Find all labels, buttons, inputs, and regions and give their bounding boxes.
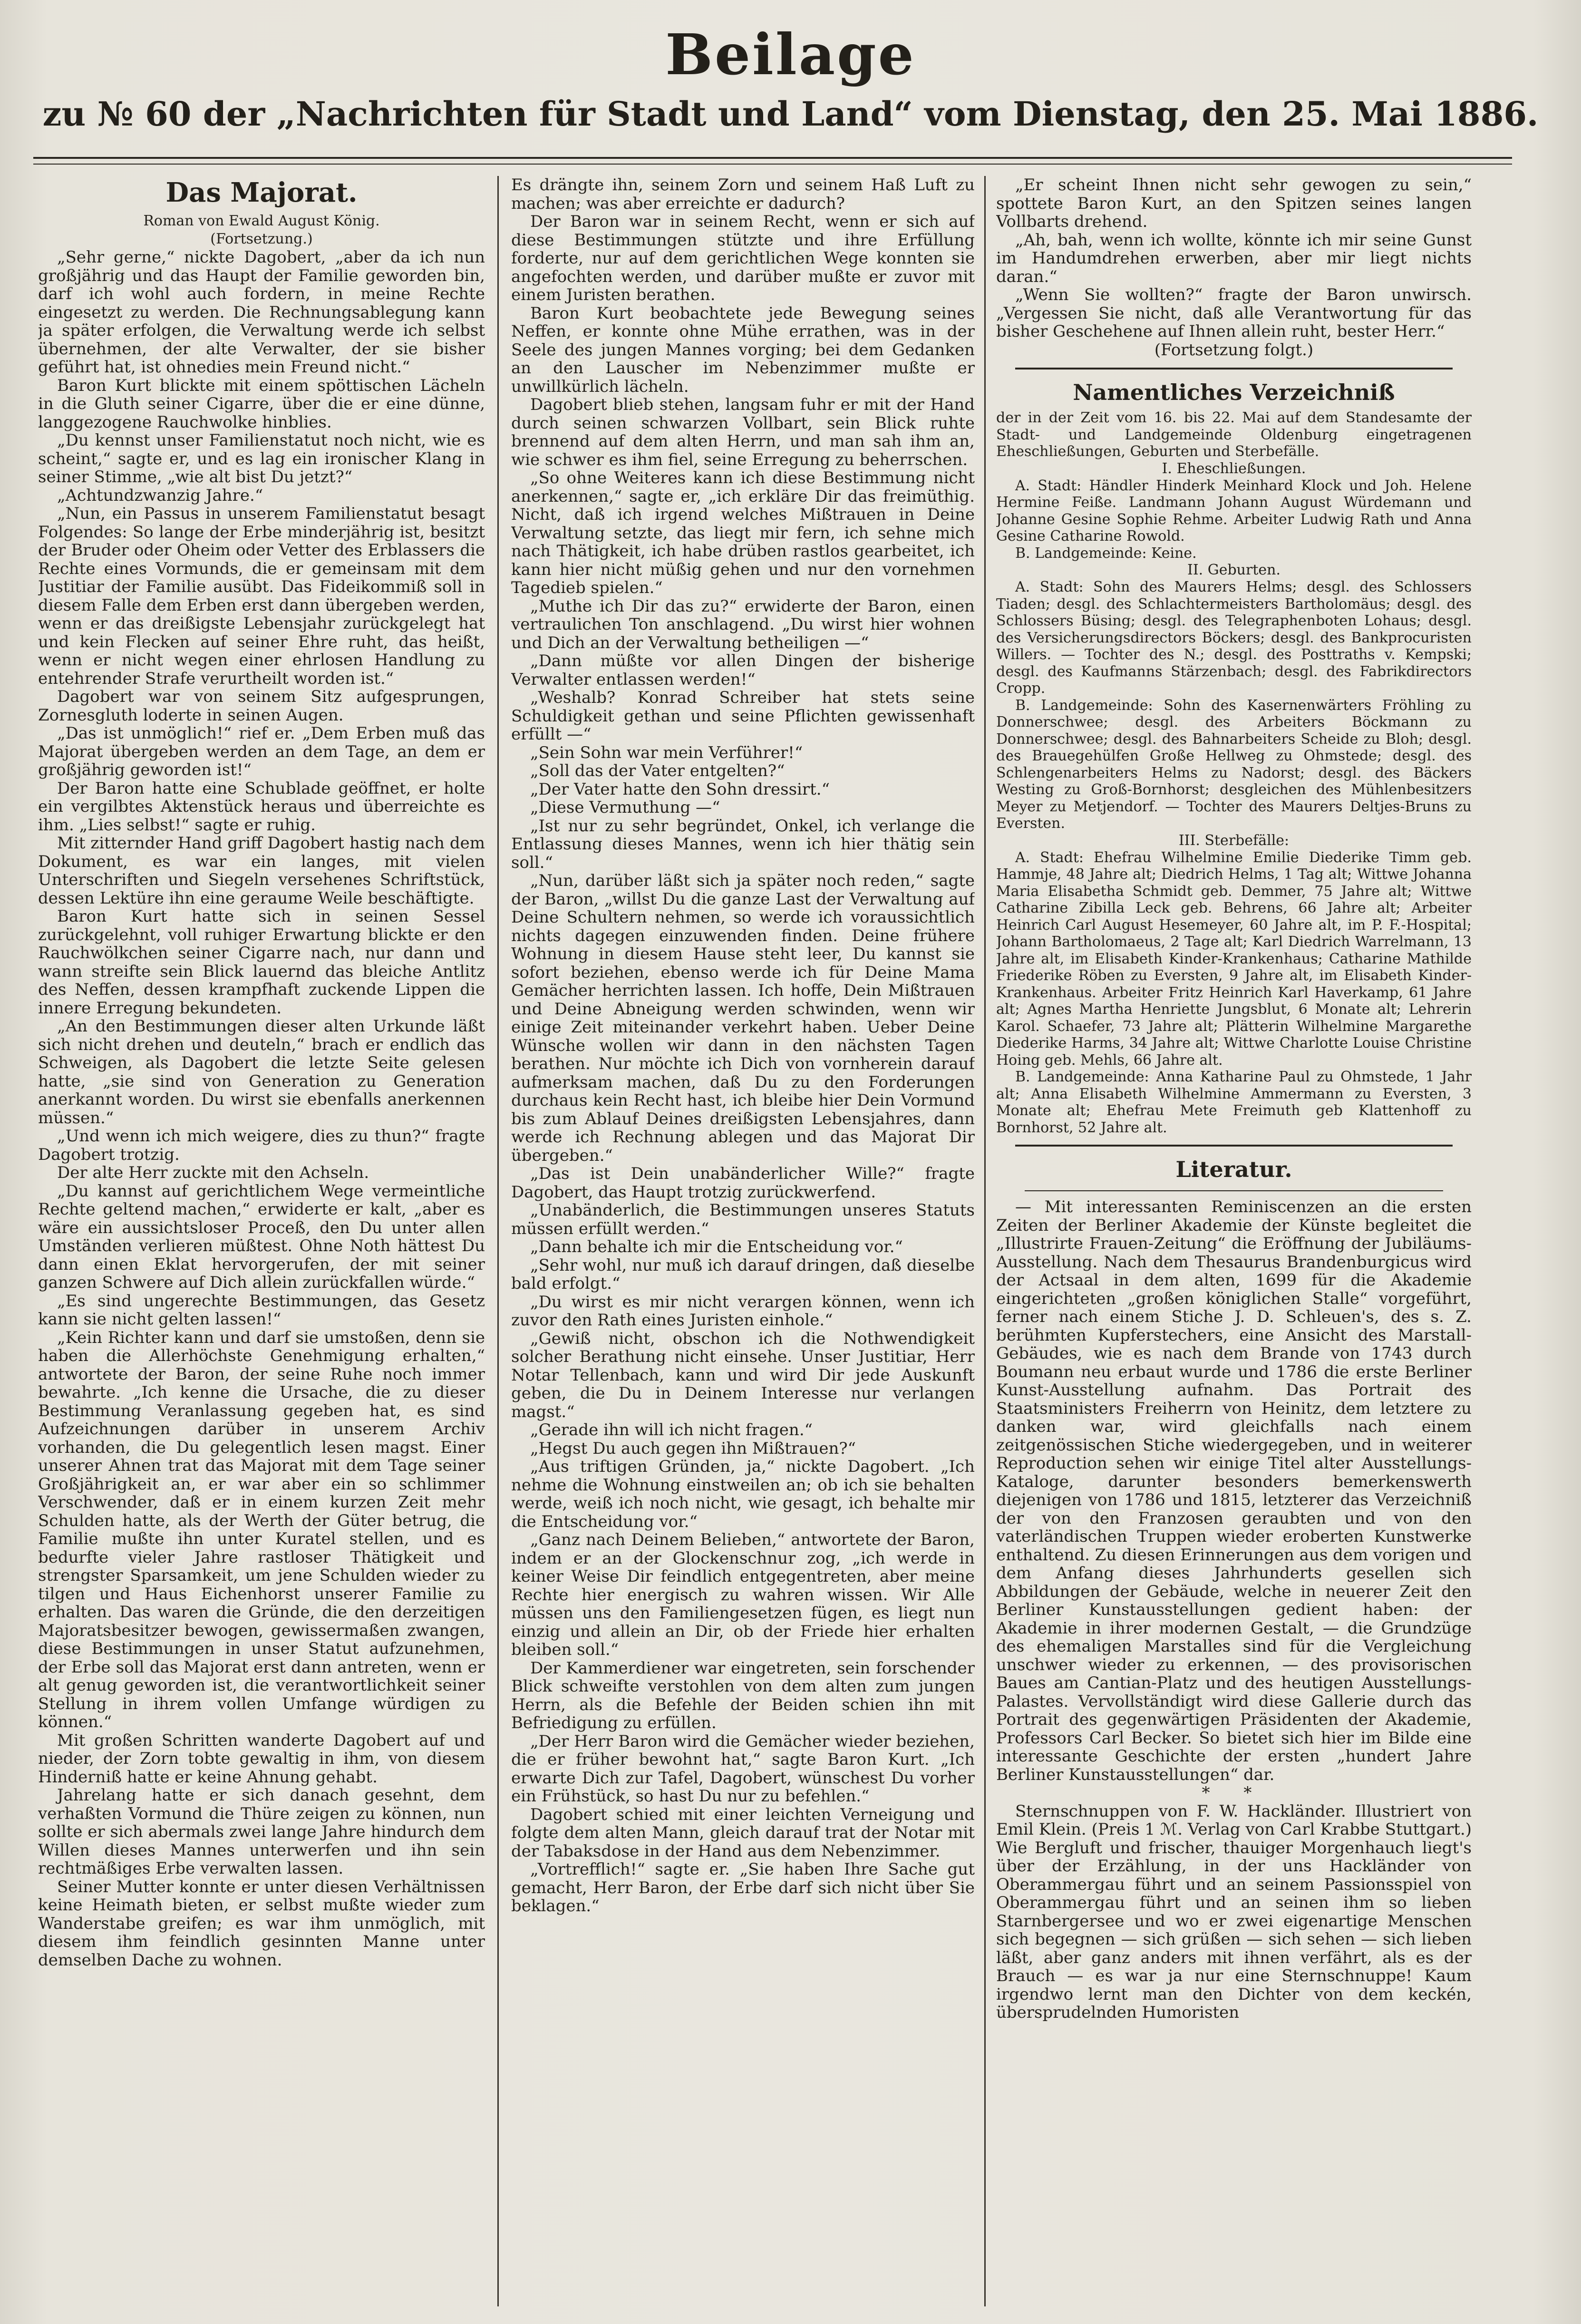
paragraph: Der alte Herr zuckte mit den Achseln.: [57, 1163, 369, 1182]
section-rule: [1015, 1145, 1453, 1147]
paragraph: Dagobert war von seinem Sitz aufgesprungen, Zornesgluth loderte in seinen Augen.: [38, 687, 485, 725]
novel-byline: Roman von Ewald August König.: [143, 213, 380, 229]
register-entry: A. Stadt: Sohn des Maurers Helms; desgl. des Schlossers Tiaden; desgl. des Schlachtermeisters Bartholomäus; desgl. des Schlossers Büsing; desgl. des Telegraphenboten Lohaus; desgl. des Versicherungsdirectors Böckers; desgl. des Bankprocuristen Willers. — Tochter des N.; desgl. des Posttraths v. Kempski; desgl. des Kaufmanns Stärzenbach; desgl. des Fabrikdirectors Cropp.: [996, 579, 1472, 697]
novel-continuation: (Fortsetzung.): [210, 231, 313, 247]
literature-paragraph: Sternschnuppen von F. W. Hackländer. Illustriert von Emil Klein. (Preis 1 ℳ. Verlag von Carl Krabbe Stuttgart.) Wie Bergluft und frischer, thauiger Morgenhauch liegt's über der Erzählung, in der uns Hackländer von Oberammergau führt und an seinem Passionsspiel von Oberammergau führt und an seinen ihm so lieben Starnbergersee und wo er zwei eigenartige Menschen sich begegnen — sich grüßen — sich sehen — sich lieben läßt, aber ganz anders mit ihnen verfährt, als es der Brauch — es war ja nur eine Sternschnuppe! Kaum irgendwo lernt man den Dichter von dem keckén, übersprudelnden Humoristen: [996, 1801, 1472, 2022]
separator-stars: * *: [1202, 1783, 1266, 1802]
paragraph: „Dann behalte ich mir die Entscheidung vor.“: [530, 1237, 903, 1256]
paragraph: „Nun, ein Passus in unserem Familienstatut besagt Folgendes: So lange der Erbe minderjährig ist, besitzt der Bruder oder Oheim oder Vetter des Erblassers die Rechte eines Vormunds, die er gemeinsam mit dem Justitiar der Familie ausübt. Das Fideikommiß soll in diesem Falle dem Erben erst dann übergeben werden, wenn er das dreißigste Lebensjahr zurückgelegt hat und kein Flecken auf seiner Ehre ruht, das heißt, wenn er nicht wegen einer ehrlosen Handlung zu entehrender Strafe verurtheilt worden ist.“: [38, 504, 485, 688]
paragraph: „Ah, bah, wenn ich wollte, könnte ich mir seine Gunst im Handumdrehen erwerben, aber mir liegt nichts daran.“: [996, 230, 1472, 286]
paragraph: „Diese Vermuthung —“: [530, 798, 720, 817]
supplement-subtitle: zu № 60 der „Nachrichten für Stadt und Land“ vom Dienstag, den 25. Mai 1886.: [42, 94, 1539, 134]
register-entry: B. Landgemeinde: Keine.: [1015, 545, 1197, 562]
paragraph: Baron Kurt blickte mit einem spöttischen Lächeln in die Gluth seiner Cigarre, über die er eine dünne, langgezogene Rauchwolke hinblies.: [38, 376, 485, 432]
paragraph: „Wenn Sie wollten?“ fragte der Baron unwirsch. „Vergessen Sie nicht, daß alle Verantwortung für das bisher Geschehene auf Ihnen allein ruht, bester Herr.“: [996, 285, 1472, 341]
paragraph: Dagobert schied mit einer leichten Verneigung und folgte dem alten Mann, gleich darauf trat der Notar mit der Tabaksdose in der Hand aus dem Nebenzimmer.: [511, 1805, 975, 1861]
paragraph: „Du wirst es mir nicht verargen können, wenn ich zuvor den Rath eines Juristen einhole.“: [511, 1292, 975, 1330]
paragraph: „Das ist Dein unabänderlicher Wille?“ fragte Dagobert, das Haupt trotzig zurückwerfend.: [511, 1164, 975, 1202]
paragraph: Baron Kurt hatte sich in seinen Sessel zurückgelehnt, voll ruhiger Erwartung blickte er den Rauchwölkchen seiner Cigarre nach, nur dann und wann streifte sein Blick lauernd das bleiche Antlitz des Neffen, dessen krampfhaft zuckende Lippen die innere Erregung bekundeten.: [38, 907, 485, 1018]
register-entry: A. Stadt: Ehefrau Wilhelmine Emilie Diederike Timm geb. Hammje, 48 Jahre alt; Diedrich Helms, 1 Tag alt; Wittwe Johanna Maria Elisabetha Schmidt geb. Demmer, 75 Jahre alt; Wittwe Catharine Zibilla Leck geb. Behrens, 66 Jahre alt; Arbeiter Heinrich Carl August Hesemeyer, 60 Jahre alt, im P. F.-Hospital; Johann Bartholomaeus, 2 Tage alt; Karl Diedrich Warrelmann, 13 Jahre alt, im Elisabeth Kinder-Krankenhaus; Catharine Mathilde Friederike Röben zu Eversten, 9 Jahre alt, im Elisabeth Kinder-Krankenhaus. Arbeiter Fritz Heinrich Karl Haverkamp, 61 Jahre alt; Agnes Martha Henriette Jungsblut, 6 Monate alt; Lehrerin Karol. Schaefer, 73 Jahre alt; Plätterin Wilhelmine Margarethe Diederike Harms, 34 Jahre alt; Wittwe Charlotte Louise Christine Hoing geb. Mehls, 66 Jahre alt.: [996, 849, 1472, 1069]
paragraph: „Soll das der Vater entgelten?“: [530, 761, 785, 780]
column-3: [996, 176, 1472, 2306]
register-section-title: II. Geburten.: [1187, 562, 1281, 578]
paragraph: „So ohne Weiteres kann ich diese Bestimmung nicht anerkennen,“ sagte er, „ich erkläre Dir das freimüthig. Nicht, daß ich irgend welches Mißtrauen in Deine Verwaltung setzte, das liegt mir fern, ich sehne mich nach Thätigkeit, ich habe drüben rastlos gearbeitet, ich kann hier nicht müßig gehen und nur den vornehmen Tagedieb spielen.“: [511, 468, 975, 597]
paragraph: „An den Bestimmungen dieser alten Urkunde läßt sich nicht drehen und deuteln,“ brach er endlich das Schweigen, als Dagobert die letzte Seite gelesen hatte, „sie sind von Generation zu Generation anerkannt worden. Du wirst sie ebenfalls anerkennen müssen.“: [38, 1017, 485, 1128]
register-intro: der in der Zeit vom 16. bis 22. Mai auf dem Standesamte der Stadt- und Landgemeinde Oldenburg eingetragenen Eheschließungen, Geburten und Sterbefälle.: [996, 409, 1472, 460]
paragraph: „Weshalb? Konrad Schreiber hat stets seine Schuldigkeit gethan und seine Pflichten gewissenhaft erfüllt —“: [511, 688, 975, 744]
paragraph: „Ist nur zu sehr begründet, Onkel, ich verlange die Entlassung dieses Mannes, wenn ich hier thätig sein soll.“: [511, 816, 975, 872]
paragraph: „Der Vater hatte den Sohn dressirt.“: [530, 779, 830, 799]
literature-heading: Literatur.: [1175, 1157, 1292, 1182]
paragraph: „Er scheint Ihnen nicht sehr gewogen zu sein,“ spottete Baron Kurt, an den Spitzen seines langen Vollbarts drehend.: [996, 176, 1472, 231]
paragraph: „Du kannst auf gerichtlichem Wege vermeintliche Rechte geltend machen,“ erwiderte er kalt, „aber es wäre ein aussichtsloser Proceß, den Du unter allen Umständen verlieren müßtest. Ohne Noth hättest Du dann einen Eklat hervorgerufen, der mit seiner ganzen Schwere auf Dich allein zurückfallen würde.“: [38, 1181, 485, 1292]
paragraph: Der Baron hatte eine Schublade geöffnet, er holte ein vergilbtes Aktenstück heraus und überreichte es ihm. „Lies selbst!“ sagte er ruhig.: [38, 778, 485, 835]
paragraph: „Der Herr Baron wird die Gemächer wieder beziehen, die er früher bewohnt hat,“ sagte Baron Kurt. „Ich erwarte Dich zur Tafel, Dagobert, wünschest Du vorher ein Frühstück, so hast Du nur zu befehlen.“: [511, 1731, 975, 1806]
register-heading: Namentliches Verzeichniß: [1073, 379, 1395, 405]
masthead-rule: [33, 157, 1512, 165]
paragraph: „Kein Richter kann und darf sie umstoßen, denn sie haben die Allerhöchste Genehmigung erhalten,“ antwortete der Baron, der seine Ruhe noch immer bewahrte. „Ich kenne die Ursache, die zu dieser Bestimmung Veranlassung gegeben hat, es sind Aufzeichnungen darüber in unserem Archiv vorhanden, die Du gelegentlich lesen magst. Einer unserer Ahnen trat das Majorat mit dem Tage seiner Großjährigkeit an, er war aber ein so schlimmer Verschwender, daß er in einem kurzen Zeit mehr Schulden hatte, als der Werth der Güter betrug, die Familie mußte ihn unter Kuratel stellen, und es bedurfte vieler Jahre rastloser Thätigkeit und strengster Sparsamkeit, um jene Schulden wieder zu tilgen und Haus Eichenhorst unserer Familie zu erhalten. Das waren die Gründe, die den derzeitigen Majoratsbesitzer bewogen, gewissermaßen zwangen, diese Bestimmungen in unser Statut aufzunehmen, der Erbe soll das Majorat erst dann antreten, wenn er alt genug geworden ist, die verantwortlichkeit seiner Stellung in ihrem vollen Umfange würdigen zu können.“: [38, 1328, 485, 1731]
paragraph: Seiner Mutter konnte er unter diesen Verhältnissen keine Heimath bieten, er selbst mußte wieder zum Wanderstabe greifen; es war ihm unmöglich, mit diesem ihm feindlich gesinnten Manne unter demselben Dache zu wohnen.: [38, 1877, 485, 1970]
literature-paragraph: — Mit interessanten Reminiscenzen an die ersten Zeiten der Berliner Akademie der Künste begleitet die „Illustrirte Frauen-Zeitung“ die Eröffnung der Jubiläums-Ausstellung. Nach dem Thesaurus Brandenburgicus wird der Actsaal in dem alten, 1699 für die Akademie eingerichteten „großen königlichen Stalle“ vorgeführt, ferner nach einem Stiche J. D. Schleuen's, des s. Z. berühmten Kupferstechers, eine Ansicht des Marstall-Gebäudes, wie es nach dem Brande von 1743 durch Boumann neu erbaut wurde und 1786 die erste Berliner Kunst-Ausstellung aufnahm. Das Portrait des Staatsministers Freiherrn von Heinitz, dem letztere zu danken war, wird gleichfalls nach einem zeitgenössischen Stiche wiedergegeben, und in weiterer Reproduction sehen wir einige Titel alter Ausstellungs-Kataloge, darunter besonders bemerkenswerth diejenigen von 1786 und 1815, letzterer das Verzeichniß der von den Franzosen geraubten und von den vaterländischen Truppen wieder eroberten Kunstwerke enthaltend. Zu diesen Erinnerungen aus dem vorigen und dem Anfang dieses Jahrhunderts gesellen sich Abbildungen der Gebäude, welche in neuerer Zeit den Berliner Kunstausstellungen gedient haben: der Akademie in ihrer modernen Gestalt, — die Grundzüge des ehemaligen Marstalles sind für die Vergleichung unschwer wieder zu erkennen, — des provisorischen Baues am Cantian-Platz und des heutigen Ausstellungs-Palastes. Vervollständigt wird diese Gallerie durch das Portrait des gegenwärtigen Präsidenten der Akademie, Professors Carl Becker. So bietet sich hier im Bilde eine interessante Geschichte der ersten „hundert Jahre Berliner Kunstausstellungen“ dar.: [996, 1197, 1472, 1784]
paragraph: „Sehr gerne,“ nickte Dagobert, „aber da ich nun großjährig und das Haupt der Familie geworden bin, darf ich wohl auch fordern, in meine Rechte eingesetzt zu werden. Die Rechnungsablegung kann ja später erfolgen, die Verwaltung werde ich selbst übernehmen, der alte Verwalter, der sie bisher geführt hat, ist ohnedies mein Freund nicht.“: [38, 248, 485, 377]
novel-to-be-continued: (Fortsetzung folgt.): [1154, 340, 1314, 360]
register-entry: B. Landgemeinde: Anna Katharine Paul zu Ohmstede, 1 Jahr alt; Anna Elisabeth Wilhelmine Ammermann zu Eversten, 3 Monate alt; Ehefrau Mete Freimuth geb Klattenhoff zu Bornhorst, 52 Jahre alt.: [996, 1069, 1472, 1136]
paragraph: „Vortrefflich!“ sagte er. „Sie haben Ihre Sache gut gemacht, Herr Baron, der Erbe darf sich nicht über Sie beklagen.“: [511, 1860, 975, 1916]
paragraph: „Unabänderlich, die Bestimmungen unseres Statuts müssen erfüllt werden.“: [511, 1201, 975, 1238]
paragraph: Jahrelang hatte er sich danach gesehnt, dem verhaßten Vormund die Thüre zeigen zu können, nun sollte er sich abermals zwei lange Jahre hindurch dem Willen dieses Mannes unterwerfen und ihn sein rechtmäßiges Erbe verwalten lassen.: [38, 1786, 485, 1878]
register-entry: B. Landgemeinde: Sohn des Kasernenwärters Fröhling zu Donnerschwee; desgl. des Arbeiters Böckmann zu Donnerschwee; desgl. des Bahnarbeiters Scheide zu Bloh; desgl. des Brauegehülfen Große Hellweg zu Ohmstede; desgl. des Schlengenarbeiters Helms zu Nadorst; desgl. des Bäckers Westing zu Groß-Bornhorst; desgleichen des Mühlenbesitzers Meyer zu Metjendorf. — Tochter des Maurers Deltjes-Bruns zu Eversten.: [996, 697, 1472, 832]
paragraph: „Hegst Du auch gegen ihn Mißtrauen?“: [530, 1439, 856, 1458]
paragraph: Mit zitternder Hand griff Dagobert hastig nach dem Dokument, es war ein langes, mit vielen Unterschriften und Siegeln versehenes Schriftstück, dessen Lektüre ihn eine geraume Weile beschäftigte.: [38, 834, 485, 908]
paragraph: „Achtundzwanzig Jahre.“: [57, 486, 263, 505]
paragraph: „Sehr wohl, nur muß ich darauf dringen, daß dieselbe bald erfolgt.“: [511, 1255, 975, 1293]
novel-heading: Das Majorat.: [165, 177, 358, 208]
paragraph: Dagobert blieb stehen, langsam fuhr er mit der Hand durch seinen schwarzen Vollbart, sein Blick ruhte brennend auf dem alten Herrn, und man sah ihm an, wie schwer es ihm fiel, seine Erregung zu beherrschen.: [511, 395, 975, 469]
paragraph: „Das ist unmöglich!“ rief er. „Dem Erben muß das Majorat übergeben werden an dem Tage, an dem er großjährig geworden ist!“: [38, 724, 485, 779]
paragraph: Der Baron war in seinem Recht, wenn er sich auf diese Bestimmungen stützte und ihre Erfüllung forderte, nur auf dem gerichtlichen Wege konnten sie angefochten werden, und darüber mußte er zuvor mit einem Juristen berathen.: [511, 212, 975, 304]
paragraph: „Nun, darüber läßt sich ja später noch reden,“ sagte der Baron, „willst Du die ganze Last der Verwaltung auf Deine Schultern nehmen, so werde ich voraussichtlich nichts dagegen einzuwenden finden. Deine frühere Wohnung in diesem Hause steht leer, Du kannst sie sofort beziehen, ebenso werde ich für Deine Mama Gemächer herrichten lassen. Ich hoffe, Dein Mißtrauen und Deine Abneigung werden schwinden, wenn wir einige Zeit miteinander verkehrt haben. Ueber Deine Wünsche wollen wir dann in den nächsten Tagen berathen. Nur möchte ich Dich von vornherein darauf aufmerksam machen, daß Du zu den Forderungen durchaus kein Recht hast, ich bleibe hier Dein Vormund bis zum Ablauf Deines dreißigsten Lebensjahres, dann werde ich Rechnung ablegen und das Majorat Dir übergeben.“: [511, 871, 975, 1165]
column-divider-1: [497, 176, 499, 2306]
paragraph: „Aus triftigen Gründen, ja,“ nickte Dagobert. „Ich nehme die Wohnung einstweilen an; ob ich sie behalten werde, weiß ich noch nicht, wie gesagt, ich behalte mir die Entscheidung vor.“: [511, 1457, 975, 1531]
register-section-title: I. Eheschließungen.: [1162, 460, 1306, 477]
paragraph: Es drängte ihn, seinem Zorn und seinem Haß Luft zu machen; was aber erreichte er dadurch?: [511, 176, 975, 213]
paragraph: Der Kammerdiener war eingetreten, sein forschender Blick schweifte verstohlen von dem alten zum jungen Herrn, als die Befehle der Beiden schien ihn mit Befriedigung zu erfüllen.: [511, 1658, 975, 1732]
paragraph: „Und wenn ich mich weigere, dies zu thun?“ fragte Dagobert trotzig.: [38, 1127, 485, 1164]
column-1: [38, 176, 485, 2306]
register-entry: A. Stadt: Händler Hinderk Meinhard Klock und Joh. Helene Hermine Feiße. Landmann Johann August Würdemann und Johanne Gesine Sophie Rehme. Arbeiter Ludwig Rath und Anna Gesine Catharine Rowold.: [996, 477, 1472, 545]
supplement-title: Beilage: [665, 21, 916, 88]
paragraph: „Gewiß nicht, obschon ich die Nothwendigkeit solcher Berathung nicht einsehe. Unser Justitiar, Herr Notar Tellenbach, kann und wird Dir jede Auskunft geben, die Du in Deinem Interesse nur verlangen magst.“: [511, 1329, 975, 1421]
paragraph: „Dann müßte vor allen Dingen der bisherige Verwalter entlassen werden!“: [511, 651, 975, 689]
paragraph: „Es sind ungerechte Bestimmungen, das Gesetz kann sie nicht gelten lassen!“: [38, 1291, 485, 1329]
paragraph: „Sein Sohn war mein Verführer!“: [530, 743, 803, 762]
paragraph: „Muthe ich Dir das zu?“ erwiderte der Baron, einen vertraulichen Ton anschlagend. „Du wirst hier wohnen und Dich an der Verwaltung betheiligen —“: [511, 596, 975, 652]
paragraph: „Du kennst unser Familienstatut noch nicht, wie es scheint,“ sagte er, und es lag ein ironischer Klang in seiner Stimme, „wie alt bist Du jetzt?“: [38, 431, 485, 486]
paragraph: „Ganz nach Deinem Belieben,“ antwortete der Baron, indem er an der Glockenschnur zog, „ich werde in keiner Weise Dir feindlich entgegentreten, aber meine Rechte hier energisch zu wahren wissen. Wir Alle müssen uns den Familiengesetzen fügen, es liegt nun einzig und allein an Dir, ob der Friede hier erhalten bleiben soll.“: [511, 1530, 975, 1659]
masthead: [0, 19, 1581, 138]
column-divider-2: [984, 176, 986, 2306]
column-2: [511, 176, 975, 2306]
paragraph: „Gerade ihn will ich nicht fragen.“: [530, 1420, 813, 1439]
section-rule: [1015, 368, 1453, 370]
heading-rule: [1025, 1190, 1443, 1191]
register-section-title: III. Sterbefälle:: [1178, 832, 1290, 849]
paragraph: Baron Kurt beobachtete jede Bewegung seines Neffen, er konnte ohne Mühe errathen, was in der Seele des jungen Mannes vorging; bei dem Gedanken an den Lauscher im Nebenzimmer mußte er unwillkürlich lächeln.: [511, 303, 975, 396]
paragraph: Mit großen Schritten wanderte Dagobert auf und nieder, der Zorn tobte gewaltig in ihm, von diesem Hinderniß hatte er keine Ahnung gehabt.: [38, 1731, 485, 1787]
